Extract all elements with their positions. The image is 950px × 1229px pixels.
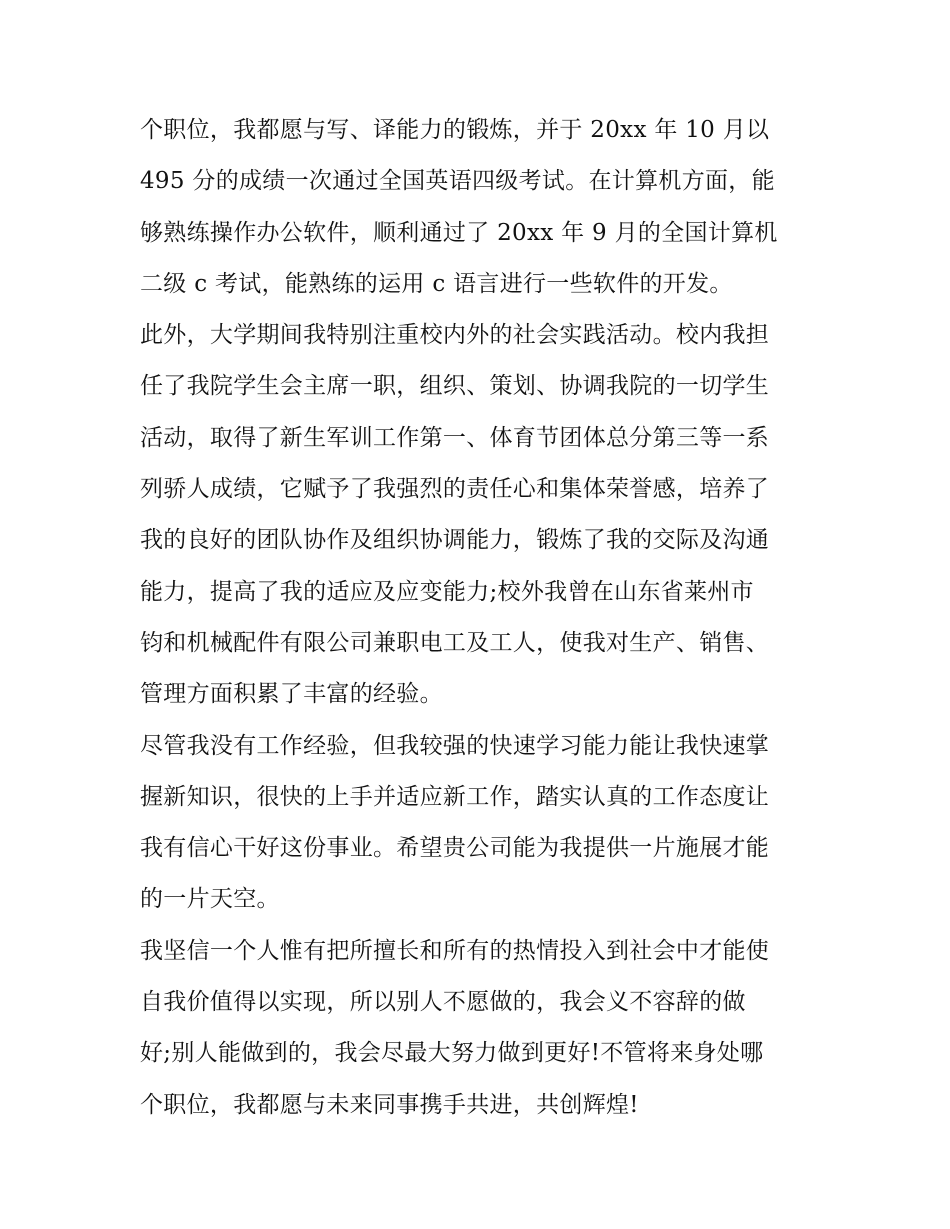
text-line: 能力，提高了我的适应及应变能力;校外我曾在山东省莱州市 bbox=[140, 578, 754, 605]
text-line: 活动，取得了新生军训工作第一、体育节团体总分第三等一系 bbox=[140, 424, 770, 451]
text-line: 列骄人成绩，它赋予了我强烈的责任心和集体荣誉感，培养了 bbox=[140, 476, 770, 503]
text-line: 我的良好的团队协作及组织协调能力，锻炼了我的交际及沟通 bbox=[140, 527, 770, 554]
text-line: 尽管我没有工作经验，但我较强的快速学习能力能让我快速掌 bbox=[140, 732, 770, 759]
text-line: 钧和机械配件有限公司兼职电工及工人，使我对生产、销售、 bbox=[140, 629, 770, 656]
text-line: 二级 c 考试，能熟练的运用 c 语言进行一些软件的开发。 bbox=[140, 270, 733, 297]
body-text bbox=[140, 105, 820, 1131]
text-line: 此外，大学期间我特别注重校内外的社会实践活动。校内我担 bbox=[140, 322, 770, 349]
text-line: 管理方面积累了丰富的经验。 bbox=[140, 681, 443, 708]
text-line: 够熟练操作办公软件，顺利通过了 20xx 年 9 月的全国计算机 bbox=[140, 219, 778, 246]
text-line: 任了我院学生会主席一职，组织、策划、协调我院的一切学生 bbox=[140, 373, 770, 400]
text-line: 握新知识，很快的上手并适应新工作，踏实认真的工作态度让 bbox=[140, 783, 770, 810]
text-line: 的一片天空。 bbox=[140, 886, 280, 913]
text-line: 个职位，我都愿与写、译能力的锻炼，并于 20xx 年 10 月以 bbox=[140, 117, 770, 143]
text-line: 自我价值得以实现，所以别人不愿做的，我会义不容辞的做 bbox=[140, 989, 746, 1016]
text-line: 个职位，我都愿与未来同事携手共进，共创辉煌! bbox=[140, 1091, 639, 1118]
text-line: 好;别人能做到的，我会尽最大努力做到更好!不管将来身处哪 bbox=[140, 1040, 764, 1067]
text-line: 我有信心干好这份事业。希望贵公司能为我提供一片施展才能 bbox=[140, 835, 770, 862]
text-line: 我坚信一个人惟有把所擅长和所有的热情投入到社会中才能使 bbox=[140, 937, 770, 964]
text-line: 495 分的成绩一次通过全国英语四级考试。在计算机方面，能 bbox=[140, 168, 775, 195]
